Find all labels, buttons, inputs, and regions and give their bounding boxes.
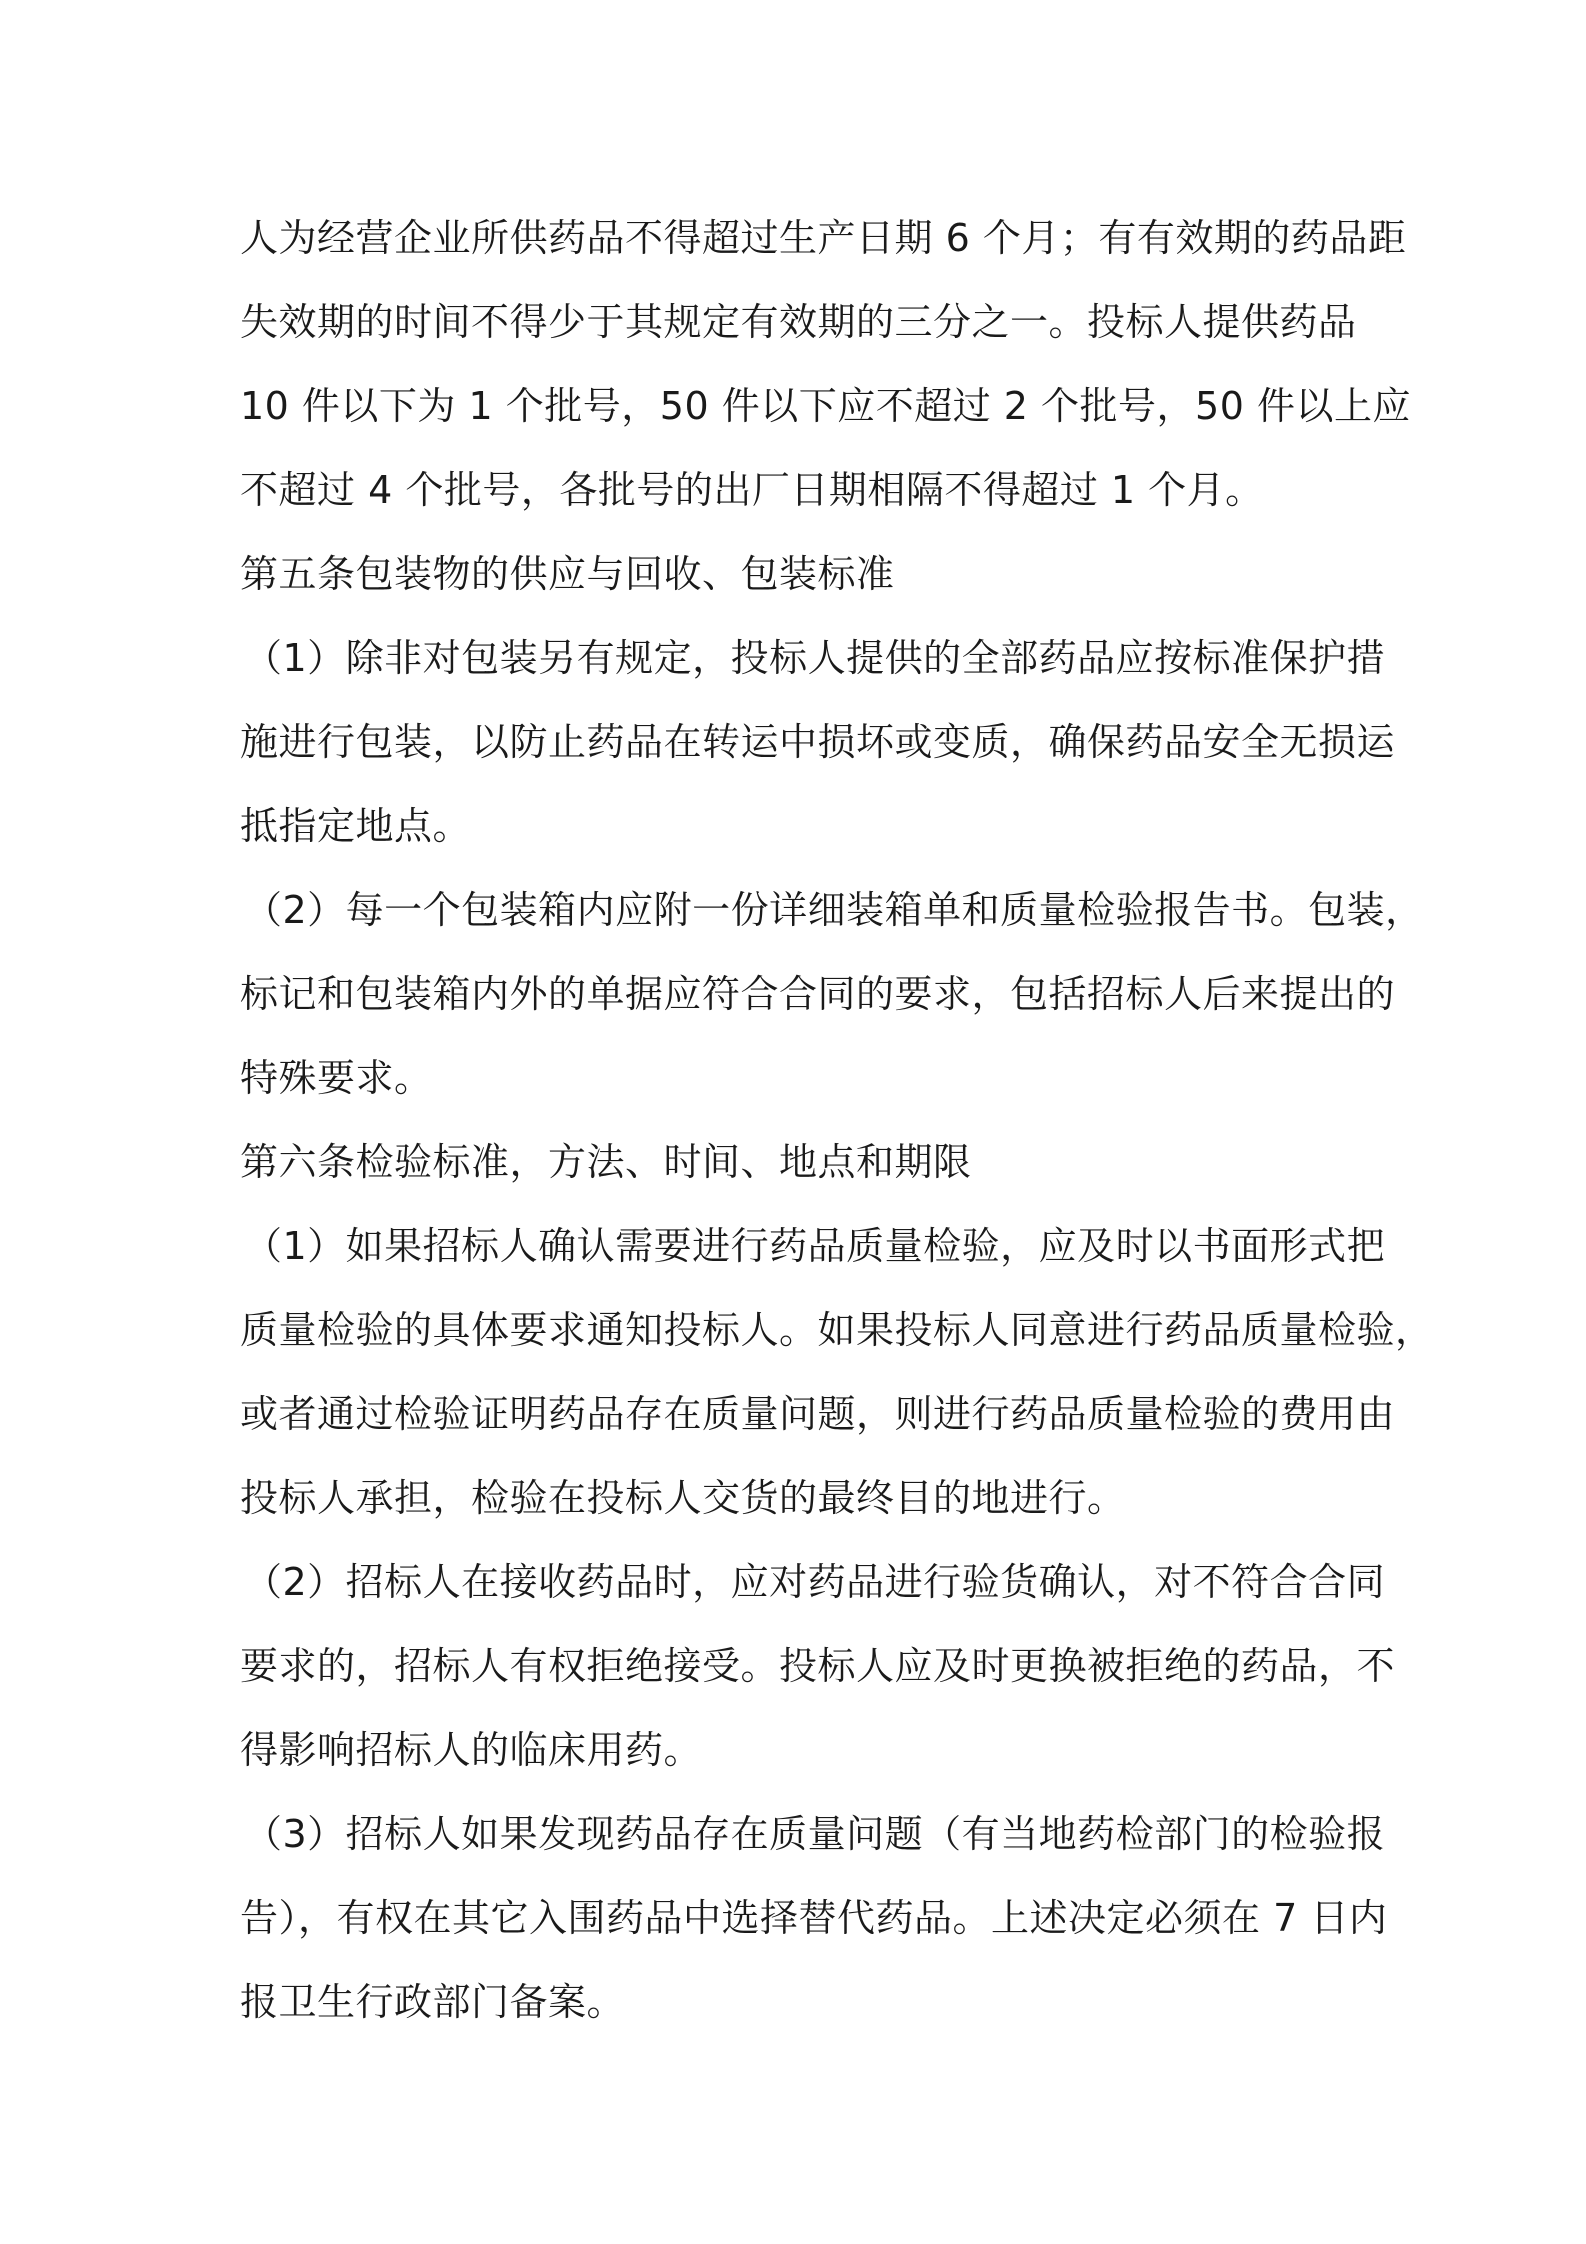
section-heading: 第五条包装物的供应与回收、包装标准 — [240, 552, 895, 596]
text-line: 10 件以下为 1 个批号，50 件以下应不超过 2 个批号，50 件以上应 — [240, 384, 1411, 428]
text-line: 投标人承担，检验在投标人交货的最终目的地进行。 — [240, 1476, 1126, 1520]
text-line: 施进行包装，以防止药品在转运中损坏或变质，确保药品安全无损运 — [240, 720, 1396, 764]
text-line: 标记和包装箱内外的单据应符合合同的要求，包括招标人后来提出的 — [240, 972, 1396, 1016]
text-line: 告），有权在其它入围药品中选择替代药品。上述决定必须在 7 日内 — [240, 1896, 1388, 1940]
document-body — [240, 196, 1434, 2044]
clause-line: （1）除非对包装另有规定，投标人提供的全部药品应按标准保护措 — [244, 636, 1386, 680]
text-line: 要求的，招标人有权拒绝接受。投标人应及时更换被拒绝的药品，不 — [240, 1644, 1396, 1688]
section-heading: 第六条检验标准，方法、时间、地点和期限 — [240, 1140, 972, 1184]
clause-line: （3）招标人如果发现药品存在质量问题（有当地药检部门的检验报 — [244, 1812, 1386, 1856]
text-line: 特殊要求。 — [240, 1056, 433, 1100]
text-line: 失效期的时间不得少于其规定有效期的三分之一。投标人提供药品 — [240, 300, 1357, 344]
text-line: 得影响招标人的临床用药。 — [240, 1728, 703, 1772]
clause-line: （2）招标人在接收药品时，应对药品进行验货确认，对不符合合同 — [244, 1560, 1386, 1604]
text-line: 不超过 4 个批号，各批号的出厂日期相隔不得超过 1 个月。 — [240, 468, 1264, 512]
text-line: 人为经营企业所供药品不得超过生产日期 6 个月；有有效期的药品距 — [240, 216, 1407, 260]
clause-line: （1）如果招标人确认需要进行药品质量检验，应及时以书面形式把 — [244, 1224, 1386, 1268]
text-line: 报卫生行政部门备案。 — [240, 1980, 626, 2024]
clause-line: （2）每一个包装箱内应附一份详细装箱单和质量检验报告书。包装， — [244, 888, 1424, 932]
text-line: 抵指定地点。 — [240, 804, 472, 848]
text-line: 质量检验的具体要求通知投标人。如果投标人同意进行药品质量检验， — [240, 1308, 1434, 1352]
text-line: 或者通过检验证明药品存在质量问题，则进行药品质量检验的费用由 — [240, 1392, 1396, 1436]
